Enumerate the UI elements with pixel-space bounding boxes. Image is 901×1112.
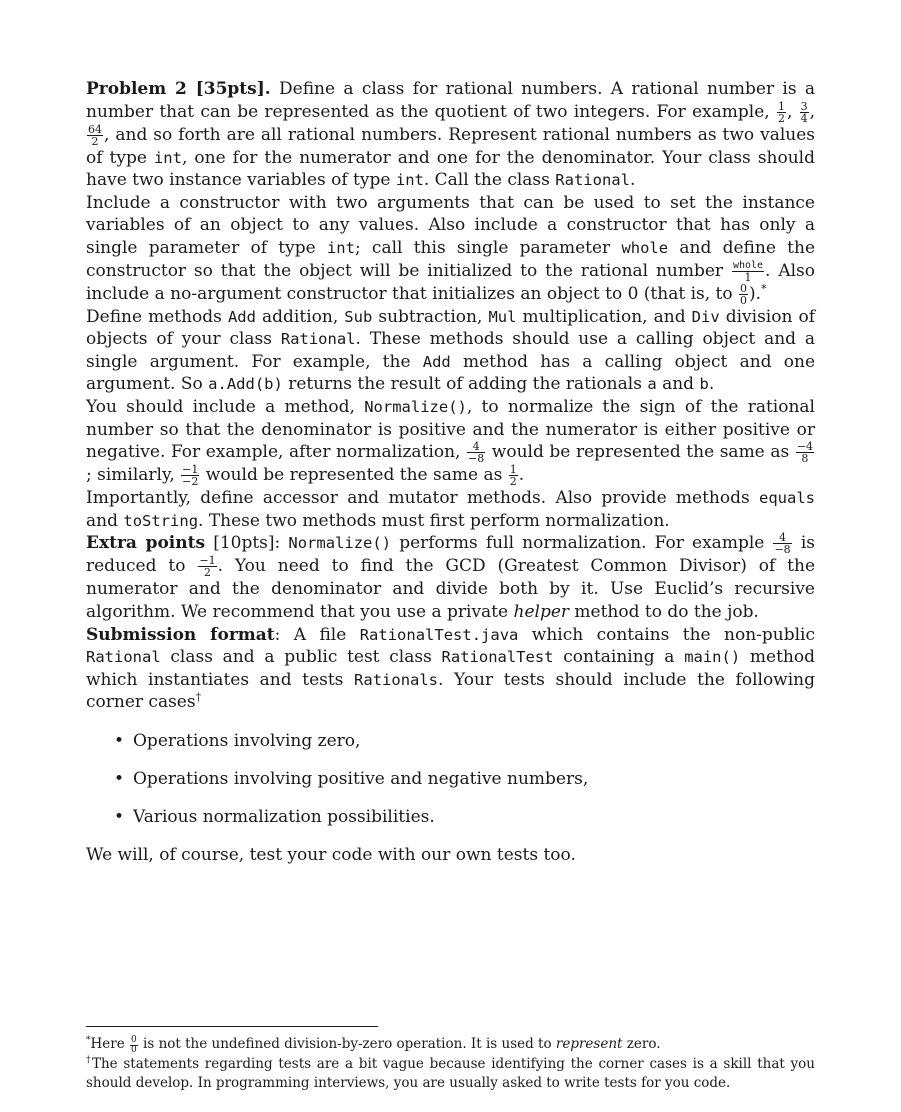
submission-text-5: method which instantiates and tests [86, 647, 815, 690]
frac-den: 2 [509, 475, 517, 489]
code-rational: Rational [86, 648, 161, 667]
constructor-paragraph [86, 192, 815, 306]
code-mul: Mul [488, 307, 517, 326]
fn1-text-1: Here [90, 1036, 125, 1052]
frac-den: −2 [182, 475, 199, 489]
submission-text-3: class and a public test class [170, 647, 432, 668]
ctor-text-2: ; call this single parameter [354, 237, 611, 258]
submission-heading: Submission format [86, 624, 275, 645]
submission-paragraph [86, 624, 815, 714]
frac-den: 8 [801, 452, 809, 466]
intro-text-2: and so forth are all rational numbers. Represent rational numbers as two values of type [86, 124, 815, 168]
normalize-text-2: , to normalize the sign of the rational number so that the denominator is positive and the numerator is either positive or negative. For example, after normalization, [86, 396, 815, 463]
footnote-mark-dagger: † [86, 1055, 92, 1066]
ctor-text-3: and define the constructor so that the object will be initialized to the rational number [86, 237, 815, 281]
methods-text-5: division of objects of your class [86, 306, 816, 350]
frac-den: 2 [91, 134, 99, 148]
list-item: • Operations involving zero, [114, 730, 815, 753]
accessors-text-3: . These two methods must first perform normalization. [198, 510, 670, 531]
fraction-4-neg8 [773, 532, 791, 555]
normalize-text-4: ; similarly, [86, 465, 175, 486]
fn1-emphasis: represent [555, 1036, 623, 1052]
frac-num: −4 [796, 440, 813, 454]
fraction-neg1-neg2 [181, 464, 199, 487]
problem-body [86, 78, 815, 867]
code-add: Add [422, 352, 451, 371]
normalize-text-1: You should include a method, [86, 396, 355, 417]
code-rational: Rational [280, 330, 356, 349]
code-int: int [153, 148, 182, 167]
frac-den: 2 [204, 566, 211, 580]
normalize-paragraph [86, 396, 815, 487]
fraction-0-0 [130, 1036, 138, 1055]
frac-den: 0 [131, 1045, 137, 1056]
methods-text-9: and [662, 374, 695, 395]
methods-text-8: returns the result of adding the rationals [288, 374, 642, 395]
code-normalize: Normalize() [364, 397, 467, 416]
code-filename: RationalTest.java [359, 625, 519, 644]
frac-num: 64 [88, 122, 102, 136]
extra-text-4: method to do the job. [574, 601, 759, 622]
code-whole: whole [621, 238, 669, 257]
frac-den: 2 [777, 111, 785, 125]
fraction-neg1-2 [198, 555, 216, 578]
normalize-text-3: would be represented the same as [491, 442, 790, 463]
extra-points-heading: Extra points [86, 533, 206, 554]
code-equals: equals [759, 489, 816, 508]
submission-text-4: containing a [563, 647, 675, 668]
methods-text-6: . These methods should use a calling object and a single argument. For example, the [86, 329, 815, 372]
code-rational: Rational [555, 171, 630, 190]
methods-text-1: Define methods [86, 306, 222, 327]
intro-text-1: Define a class for rational numbers. A rational number is a number that can be represented as the quotient of two integers. For example, [86, 79, 816, 122]
code-tostring: toString [123, 511, 199, 530]
footnote-mark-star[interactable]: * [761, 281, 767, 295]
methods-text-4: multiplication, and [522, 306, 686, 327]
frac-num: 4 [773, 532, 791, 544]
fraction-whole-1 [732, 260, 764, 283]
extra-text-3: . You need to find the GCD (Greatest Common Divisor) of the numerator and the denominator and divide both by it. Use Euclid’s recursive algorithm. We recommend that you use a private [86, 556, 816, 622]
fraction-1-2 [777, 101, 786, 124]
intro-text-3: , one for the numerator and one for the denominator. Your class should have two instance variables of type [86, 147, 815, 191]
frac-num: 4 [467, 441, 485, 453]
fn1-text-2: is not the undefined division-by-zero operation. It is used to [143, 1036, 552, 1052]
list-item: • Various normalization possibilities. [114, 806, 815, 829]
ctor-text-1: Include a constructor with two arguments that can be used to set the instance variables of an object to any values. Also include a constructor that has only a single parameter of type [86, 192, 815, 258]
problem-heading: Problem 2 [35pts]. [86, 79, 271, 99]
code-rationals: Rationals [354, 670, 439, 689]
footnote-1 [86, 1035, 815, 1055]
frac-num: whole [732, 259, 764, 271]
code-a: a [647, 375, 657, 394]
code-normalize: Normalize() [288, 534, 392, 553]
code-rationaltest: RationalTest [441, 648, 554, 667]
extra-points-value: [10pts]: [213, 533, 281, 554]
fraction-0-0 [739, 283, 748, 306]
closing-sentence: We will, of course, test your code with our own tests too. [86, 845, 576, 866]
code-int: int [395, 171, 424, 190]
frac-num: −1 [199, 554, 216, 568]
accessors-text-2: and [86, 510, 118, 531]
list-item: • Operations involving positive and negative numbers, [114, 768, 815, 791]
code-a-add-b: a.Add(b) [208, 375, 283, 394]
frac-den: 4 [800, 111, 808, 125]
code-main: main() [684, 648, 741, 667]
frac-num: 1 [509, 463, 517, 477]
code-div: Div [691, 307, 720, 326]
footnote-mark-star: * [86, 1035, 91, 1046]
code-add: Add [227, 307, 256, 326]
fn1-text-3: zero. [626, 1036, 661, 1052]
submission-text-2: which contains the non-public [531, 624, 815, 645]
code-sub: Sub [344, 307, 373, 326]
footnote-mark-dagger[interactable]: † [195, 690, 202, 704]
code-int: int [326, 238, 355, 257]
fraction-neg4-8 [796, 441, 814, 464]
helper-emphasis: helper [513, 601, 570, 622]
fn2-text: The statements regarding tests are a bit vague because identifying the corner cases is a skill that you should develop. In programming interviews, you are usually asked to write tests for you code. [86, 1056, 816, 1092]
footnotes [86, 1026, 815, 1093]
normalize-text-6: . [518, 465, 525, 486]
accessors-text-1: Importantly, define accessor and mutator methods. Also provide methods [86, 488, 750, 509]
frac-den: 1 [744, 270, 752, 284]
ctor-text-4: . Also include a no-argument constructor that initializes an object to 0 (that is, to [86, 260, 815, 304]
code-b: b [699, 375, 709, 394]
submission-text-6: . Your tests should include the following corner cases [86, 669, 816, 713]
methods-text-2: addition, [262, 306, 339, 327]
frac-num: 1 [777, 99, 785, 113]
footnote-2 [86, 1055, 815, 1093]
methods-text-7: method has a calling object and one argument. So [86, 351, 816, 395]
frac-den: 0 [740, 293, 748, 307]
footnote-rule [86, 1026, 378, 1027]
extra-points-paragraph [86, 532, 815, 623]
fraction-64-2 [87, 124, 103, 147]
intro-text-4: . Call the class [423, 170, 550, 191]
fraction-4-neg8 [467, 441, 485, 464]
methods-text-10: . [708, 374, 715, 395]
frac-den: −8 [774, 543, 791, 557]
extra-text-1: performs full normalization. For example [399, 533, 765, 554]
fraction-3-4 [800, 101, 809, 124]
frac-num: 0 [131, 1035, 137, 1046]
accessors-paragraph [86, 487, 815, 532]
corner-cases-list [86, 730, 815, 829]
ctor-text-5: ). [749, 283, 762, 304]
frac-den: −8 [468, 452, 485, 466]
frac-num: 0 [740, 281, 748, 295]
submission-text-1: : A file [274, 624, 347, 645]
fraction-1-2 [509, 464, 518, 487]
normalize-text-5: would be represented the same as [205, 465, 503, 486]
frac-num: −1 [182, 463, 199, 477]
methods-paragraph [86, 306, 815, 396]
methods-text-3: subtraction, [378, 306, 483, 327]
intro-paragraph: Problem 2 [35pts]. Define a class for rational numbers. A rational number is a number that can be represented as the quotient of two integers. For example, $\frac{1}{2}$ , $\frac{3}{4}$ , $\frac{64}{2}$ , and so forth are all rational numbers. Represent rational numbers as two values of type int, one for the numerator and one for the denominator. Your class should have two instance variables of type int. Call the class Rational. [86, 79, 816, 191]
frac-num: 3 [800, 99, 808, 113]
extra-text-2: is reduced to [86, 533, 815, 577]
